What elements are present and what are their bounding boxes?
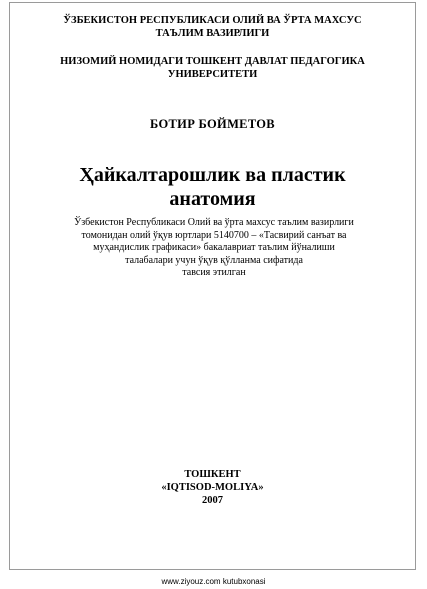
recommendation-line: муҳандислик графикаси» бакалавриат таълим йўналиши: [93, 242, 335, 253]
recommendation-text: [48, 217, 380, 280]
recommendation-line: томонидан олий ўқув юртлари 5140700 – «Тасвирий санъат ва: [81, 229, 347, 241]
recommendation-line: талабалари учун ўқув қўлланма сифатида: [125, 254, 303, 266]
imprint-publisher: «IQTISOD-MOLIYA»: [161, 482, 264, 493]
university-heading: [10, 55, 415, 81]
imprint-city: ТОШКЕНТ: [184, 469, 241, 480]
book-title: [10, 163, 415, 211]
recommendation-line: тавсия этилган: [182, 267, 246, 278]
ministry-line-2: ТАЪЛИМ ВАЗИРЛИГИ: [155, 28, 270, 39]
ministry-heading: [10, 14, 415, 40]
university-line-1: НИЗОМИЙ НОМИДАГИ ТОШКЕНТ ДАВЛАТ ПЕДАГОГИКА: [60, 56, 365, 67]
imprint: [10, 468, 415, 507]
ministry-line-1: ЎЗБЕКИСТОН РЕСПУБЛИКАСИ ОЛИЙ ВА ЎРТА МАХСУС: [63, 15, 362, 26]
recommendation-line: Ўзбекистон Республикаси Олий ва ўрта махсус таълим вазирлиги: [74, 217, 354, 228]
university-line-2: УНИВЕРСИТЕТИ: [167, 69, 258, 80]
author-name: БОТИР БОЙМЕТОВ: [150, 117, 275, 131]
footer-watermark-text: www.ziyouz.com kutubxonasi: [161, 577, 266, 586]
imprint-year: 2007: [202, 495, 223, 506]
book-title-line-1: Ҳайкалтарошлик ва пластик: [79, 164, 346, 186]
title-page: [9, 2, 416, 570]
book-title-line-2: анатомия: [169, 188, 256, 210]
